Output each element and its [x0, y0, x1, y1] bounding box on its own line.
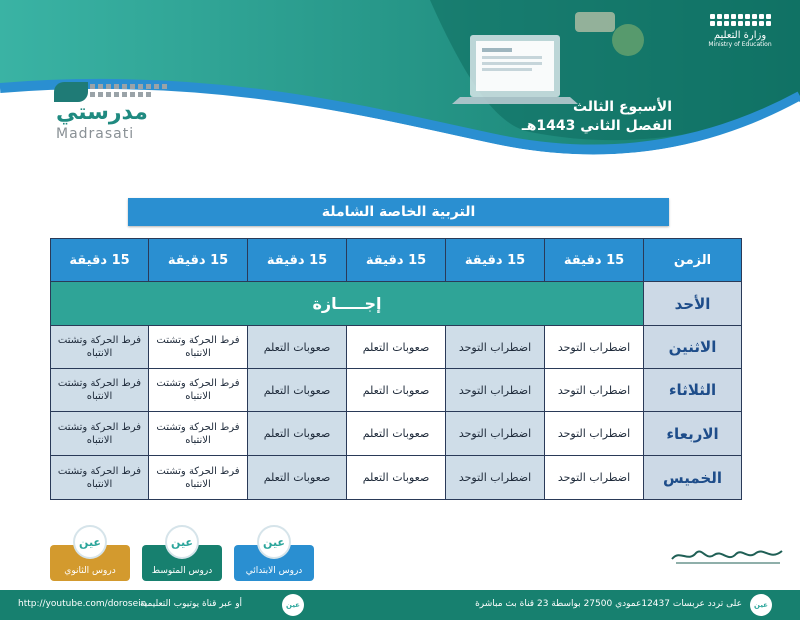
duration-cell: 15 دقيقة	[445, 238, 545, 282]
lesson-cell: فرط الحركة وتشتت الانتباه	[148, 455, 248, 500]
lesson-cell: فرط الحركة وتشتت الانتباه	[148, 411, 248, 456]
week-title: الأسبوع الثالث	[572, 99, 672, 115]
lesson-cell: صعوبات التعلم	[346, 325, 446, 369]
lesson-cell: صعوبات التعلم	[346, 411, 446, 456]
ministry-emblem-icon	[700, 14, 780, 26]
lesson-cell: اضطراب التوحد	[445, 368, 545, 412]
week-info	[522, 98, 672, 136]
lesson-cell: صعوبات التعلم	[247, 455, 347, 500]
lesson-cell: اضطراب التوحد	[544, 455, 644, 500]
footer-bar	[0, 590, 800, 620]
youtube-text: أو عبر قناة يوتيوب التعليمية	[140, 599, 243, 609]
day-sunday: الأحد	[643, 281, 742, 326]
lesson-cell: صعوبات التعلم	[346, 455, 446, 500]
lesson-cell: فرط الحركة وتشتت الانتباه	[50, 368, 149, 412]
lesson-cell: صعوبات التعلم	[247, 368, 347, 412]
lesson-cell: صعوبات التعلم	[247, 325, 347, 369]
lesson-cell: اضطراب التوحد	[544, 411, 644, 456]
ain-secondary-label: دروس الثانوي	[64, 566, 116, 576]
duration-cell: 15 دقيقة	[346, 238, 446, 282]
lesson-cell: صعوبات التعلم	[346, 368, 446, 412]
lesson-cell: اضطراب التوحد	[544, 368, 644, 412]
brand-name-ar: مدرستي	[56, 100, 148, 125]
ain-logo-icon: عين	[165, 525, 199, 559]
duration-cell: 15 دقيقة	[544, 238, 644, 282]
youtube-link[interactable]: http://youtube.com/dorosein	[18, 599, 147, 609]
day-thursday: الخميس	[643, 455, 742, 500]
semester-title: الفصل الثاني 1443هـ	[521, 118, 672, 134]
lesson-cell: فرط الحركة وتشتت الانتباه	[148, 325, 248, 369]
lesson-cell: اضطراب التوحد	[445, 325, 545, 369]
madrasati-pixels-icon	[90, 84, 167, 97]
ministry-logo	[700, 14, 780, 48]
ain-primary-button[interactable]	[234, 535, 314, 581]
holiday-cell: إجـــــازة	[50, 281, 644, 326]
ain-logo-icon: عين	[73, 525, 107, 559]
day-wednesday: الاربعاء	[643, 411, 742, 456]
duration-cell: 15 دقيقة	[50, 238, 149, 282]
madrasati-mark-icon	[54, 82, 88, 102]
lesson-cell: اضطراب التوحد	[544, 325, 644, 369]
lesson-cell: اضطراب التوحد	[445, 455, 545, 500]
ministry-name-en: Ministry of Education	[708, 41, 772, 48]
duration-cell: 15 دقيقة	[247, 238, 347, 282]
ain-logo-icon: عين	[257, 525, 291, 559]
schedule-table	[50, 238, 742, 500]
lesson-cell: فرط الحركة وتشتت الانتباه	[148, 368, 248, 412]
ain-middle-label: دروس المتوسط	[151, 566, 213, 576]
lesson-cell: فرط الحركة وتشتت الانتباه	[50, 411, 149, 456]
ain-primary-label: دروس الابتدائي	[245, 566, 303, 576]
ministry-name-ar: وزارة التعليم	[713, 30, 767, 41]
duration-cell: 15 دقيقة	[148, 238, 248, 282]
broadcast-text: على تردد عربسات 12437عمودي 27500 بواسطة 23 قناة بث مباشرة	[475, 599, 742, 609]
lesson-cell: اضطراب التوحد	[445, 411, 545, 456]
ain-footer-logo-icon: عين	[750, 594, 772, 616]
lesson-cell: صعوبات التعلم	[247, 411, 347, 456]
calligraphy-signature-icon	[670, 545, 786, 567]
time-header: الزمن	[643, 238, 742, 282]
ain-middle-button[interactable]	[142, 535, 222, 581]
ain-secondary-button[interactable]	[50, 535, 130, 581]
lesson-cell: فرط الحركة وتشتت الانتباه	[50, 325, 149, 369]
day-monday: الاثنين	[643, 325, 742, 369]
brand-name-en: Madrasati	[56, 126, 135, 142]
lesson-cell: فرط الحركة وتشتت الانتباه	[50, 455, 149, 500]
madrasati-logo	[54, 82, 174, 142]
ain-footer-logo-icon: عين	[282, 594, 304, 616]
schedule-title: التربية الخاصة الشاملة	[128, 198, 669, 226]
day-tuesday: الثلاثاء	[643, 368, 742, 412]
